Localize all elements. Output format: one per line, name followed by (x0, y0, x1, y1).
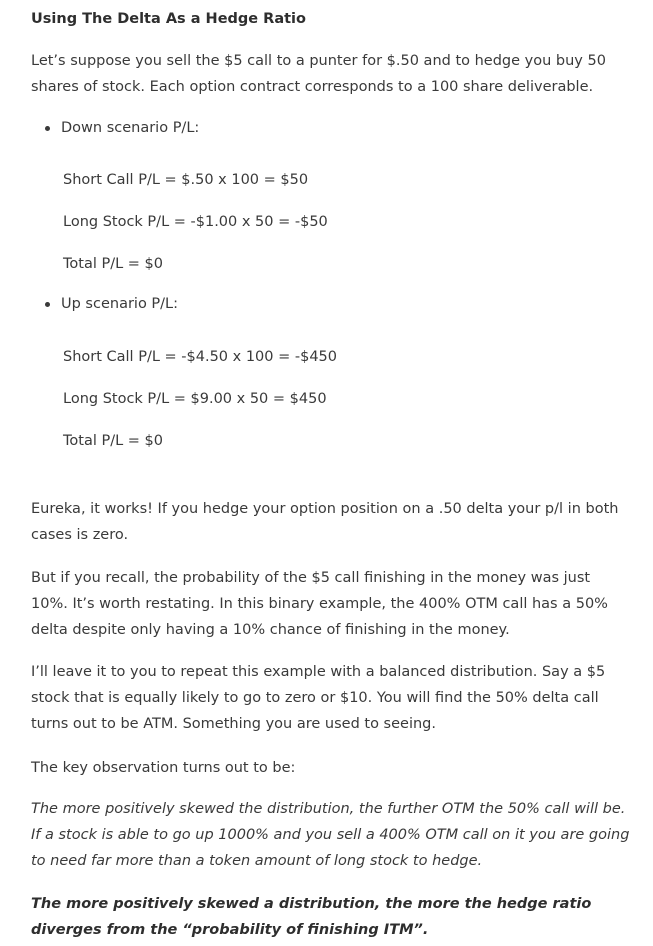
up-short-call: Short Call P/L = -$4.50 x 100 = -$450 (63, 349, 337, 365)
down-long-stock: Long Stock P/L = -$1.00 x 50 = -$50 (63, 214, 328, 230)
balanced-paragraph: I’ll leave it to you to repeat this example with a balanced distribution. Say a $5 stock that is equally likely to go to zero or $10. You will find the 50% delta call turns out to be ATM. Something you are used to seeing. (31, 664, 606, 732)
down-total: Total P/L = $0 (63, 256, 163, 272)
key-observation: The key observation turns out to be: (31, 760, 296, 776)
section-heading: Using The Delta As a Hedge Ratio (31, 11, 306, 27)
skew-conclusion-paragraph: The more positively skewed a distribution, the more the hedge ratio diverges from the “probability of finishing ITM”. (31, 896, 592, 938)
intro-paragraph: Let’s suppose you sell the $5 call to a punter for $.50 and to hedge you buy 50 shares of stock. Each option contract corresponds to a 100 share deliverable. (31, 53, 606, 95)
up-total: Total P/L = $0 (63, 433, 163, 449)
skew-italic-paragraph: The more positively skewed the distribution, the further OTM the 50% call will be. If a stock is able to go up 1000% and you sell a 400% OTM call on it you are going to need far more than a token amount of long stock to hedge. (31, 801, 630, 869)
bullet-label: Down scenario P/L: (61, 120, 200, 136)
bullet-dot (45, 302, 50, 307)
up-long-stock: Long Stock P/L = $9.00 x 50 = $450 (63, 391, 327, 407)
down-short-call: Short Call P/L = $.50 x 100 = $50 (63, 172, 309, 188)
eureka-paragraph: Eureka, it works! If you hedge your option position on a .50 delta your p/l in both cases is zero. (31, 501, 619, 543)
bullet-dot (45, 126, 50, 131)
bullet-label: Up scenario P/L: (61, 296, 179, 312)
recall-paragraph: But if you recall, the probability of the $5 call finishing in the money was just 10%. It’s worth restating. In this binary example, the 400% OTM call has a 50% delta despite only having a 10% chance of finishing in the money. (31, 570, 608, 638)
